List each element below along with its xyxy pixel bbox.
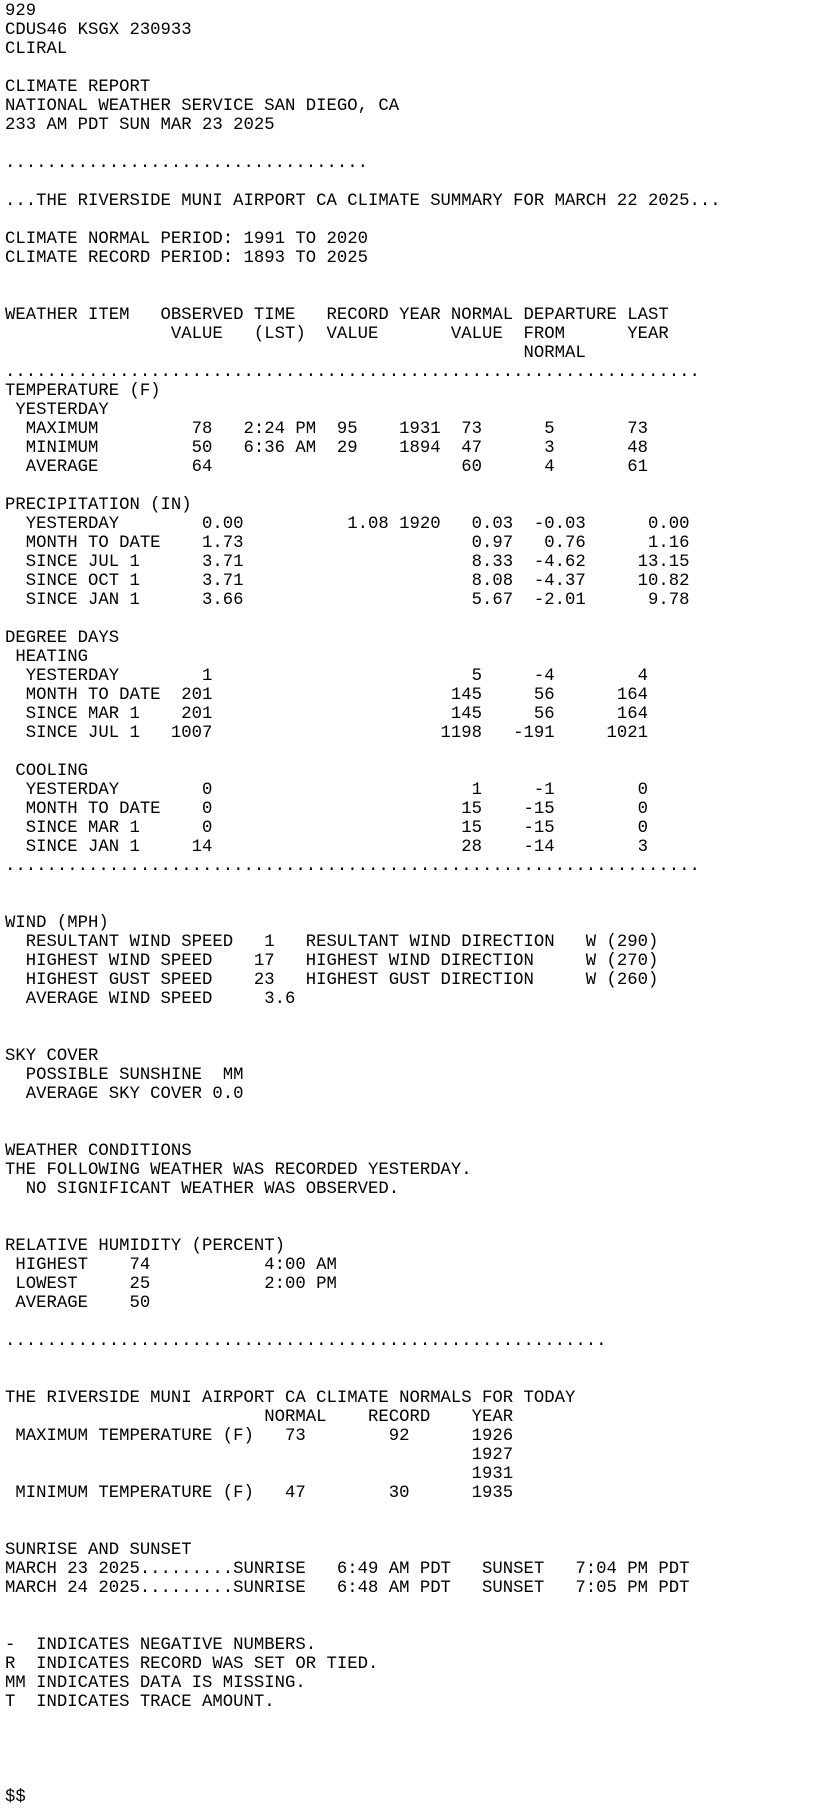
report-line: ...................................................................: [5, 363, 700, 382]
report-line: AVERAGE 64 60 4 61: [5, 458, 648, 477]
report-line: CLIMATE REPORT: [5, 78, 151, 97]
report-line: ...................................: [5, 154, 368, 173]
report-line: AVERAGE 50: [5, 1294, 151, 1313]
report-line: 233 AM PDT SUN MAR 23 2025: [5, 116, 275, 135]
report-line: [5, 59, 834, 78]
report-line: [5, 1218, 834, 1237]
report-line: [5, 1370, 834, 1389]
report-line: [5, 1712, 834, 1731]
report-line: [5, 268, 834, 287]
report-line: RESULTANT WIND SPEED 1 RESULTANT WIND DIRECTION W (290): [5, 933, 659, 952]
report-line: [5, 1313, 834, 1332]
report-line: SINCE JUL 1 3.71 8.33 -4.62 13.15: [5, 553, 690, 572]
report-line: MAXIMUM TEMPERATURE (F) 73 92 1926: [5, 1427, 514, 1446]
report-line: HIGHEST WIND SPEED 17 HIGHEST WIND DIRECTION W (270): [5, 952, 659, 971]
report-line: ...................................................................: [5, 857, 700, 876]
report-line: 1931: [5, 1465, 514, 1484]
report-line: - INDICATES NEGATIVE NUMBERS.: [5, 1636, 317, 1655]
report-line: [5, 211, 834, 230]
report-line: 1927: [5, 1446, 514, 1465]
report-line: ...THE RIVERSIDE MUNI AIRPORT CA CLIMATE SUMMARY FOR MARCH 22 2025...: [5, 192, 721, 211]
report-line: SINCE JAN 1 14 28 -14 3: [5, 838, 648, 857]
report-line: COOLING: [5, 762, 88, 781]
report-line: MONTH TO DATE 0 15 -15 0: [5, 800, 648, 819]
report-line: [5, 135, 834, 154]
report-line: YESTERDAY 1 5 -4 4: [5, 667, 648, 686]
report-line: [5, 610, 834, 629]
report-line: AVERAGE WIND SPEED 3.6: [5, 990, 296, 1009]
report-line: NATIONAL WEATHER SERVICE SAN DIEGO, CA: [5, 97, 400, 116]
report-line: [5, 876, 834, 895]
report-line: SINCE OCT 1 3.71 8.08 -4.37 10.82: [5, 572, 690, 591]
report-line: SINCE MAR 1 0 15 -15 0: [5, 819, 648, 838]
report-line: MARCH 24 2025.........SUNRISE 6:48 AM PDT SUNSET 7:05 PM PDT: [5, 1579, 690, 1598]
report-line: MONTH TO DATE 1.73 0.97 0.76 1.16: [5, 534, 690, 553]
report-line: [5, 1123, 834, 1142]
report-line: RELATIVE HUMIDITY (PERCENT): [5, 1237, 286, 1256]
report-line: NO SIGNIFICANT WEATHER WAS OBSERVED.: [5, 1180, 400, 1199]
report-line: [5, 1598, 834, 1617]
report-line: MONTH TO DATE 201 145 56 164: [5, 686, 648, 705]
report-line: [5, 477, 834, 496]
report-line: THE RIVERSIDE MUNI AIRPORT CA CLIMATE NORMALS FOR TODAY: [5, 1389, 576, 1408]
report-line: CLIRAL: [5, 40, 68, 59]
report-line: [5, 1750, 834, 1769]
report-line: [5, 1104, 834, 1123]
report-line: HEATING: [5, 648, 88, 667]
report-line: MAXIMUM 78 2:24 PM 95 1931 73 5 73: [5, 420, 648, 439]
report-line: WEATHER ITEM OBSERVED TIME RECORD YEAR NORMAL DEPARTURE LAST: [5, 306, 669, 325]
report-line: ..........................................................: [5, 1332, 607, 1351]
report-line: [5, 743, 834, 762]
report-line: [5, 1769, 834, 1788]
report-line: HIGHEST GUST SPEED 23 HIGHEST GUST DIRECTION W (260): [5, 971, 659, 990]
report-line: YESTERDAY: [5, 401, 109, 420]
report-line: LOWEST 25 2:00 PM: [5, 1275, 337, 1294]
report-line: R INDICATES RECORD WAS SET OR TIED.: [5, 1655, 379, 1674]
report-line: [5, 1199, 834, 1218]
report-line: [5, 1028, 834, 1047]
report-line: VALUE (LST) VALUE VALUE FROM YEAR: [5, 325, 669, 344]
report-line: THE FOLLOWING WEATHER WAS RECORDED YESTERDAY.: [5, 1161, 472, 1180]
report-line: WIND (MPH): [5, 914, 109, 933]
report-line: WEATHER CONDITIONS: [5, 1142, 192, 1161]
report-line: SINCE MAR 1 201 145 56 164: [5, 705, 648, 724]
report-line: DEGREE DAYS: [5, 629, 120, 648]
report-line: MINIMUM 50 6:36 AM 29 1894 47 3 48: [5, 439, 648, 458]
report-line: CLIMATE RECORD PERIOD: 1893 TO 2025: [5, 249, 368, 268]
report-line: PRECIPITATION (IN): [5, 496, 192, 515]
report-line: TEMPERATURE (F): [5, 382, 161, 401]
report-line: CLIMATE NORMAL PERIOD: 1991 TO 2020: [5, 230, 368, 249]
report-line: HIGHEST 74 4:00 AM: [5, 1256, 337, 1275]
report-line: $$: [5, 1788, 26, 1807]
report-line: [5, 173, 834, 192]
report-line: POSSIBLE SUNSHINE MM: [5, 1066, 244, 1085]
report-line: CDUS46 KSGX 230933: [5, 21, 192, 40]
report-line: YESTERDAY 0.00 1.08 1920 0.03 -0.03 0.00: [5, 515, 690, 534]
report-line: NORMAL: [5, 344, 586, 363]
report-line: SUNRISE AND SUNSET: [5, 1541, 192, 1560]
report-line: [5, 1009, 834, 1028]
report-line: NORMAL RECORD YEAR: [5, 1408, 514, 1427]
report-line: [5, 1522, 834, 1541]
report-line: [5, 1351, 834, 1370]
report-line: MM INDICATES DATA IS MISSING.: [5, 1674, 306, 1693]
report-line: [5, 1503, 834, 1522]
report-line: [5, 287, 834, 306]
report-line: SINCE JUL 1 1007 1198 -191 1021: [5, 724, 648, 743]
report-line: [5, 1617, 834, 1636]
report-line: AVERAGE SKY COVER 0.0: [5, 1085, 244, 1104]
report-line: T INDICATES TRACE AMOUNT.: [5, 1693, 275, 1712]
report-line: 929: [5, 2, 37, 21]
report-line: SINCE JAN 1 3.66 5.67 -2.01 9.78: [5, 591, 690, 610]
report-line: [5, 895, 834, 914]
report-line: MINIMUM TEMPERATURE (F) 47 30 1935: [5, 1484, 514, 1503]
report-line: [5, 1731, 834, 1750]
report-line: MARCH 23 2025.........SUNRISE 6:49 AM PDT SUNSET 7:04 PM PDT: [5, 1560, 690, 1579]
report-line: SKY COVER: [5, 1047, 99, 1066]
report-line: YESTERDAY 0 1 -1 0: [5, 781, 648, 800]
